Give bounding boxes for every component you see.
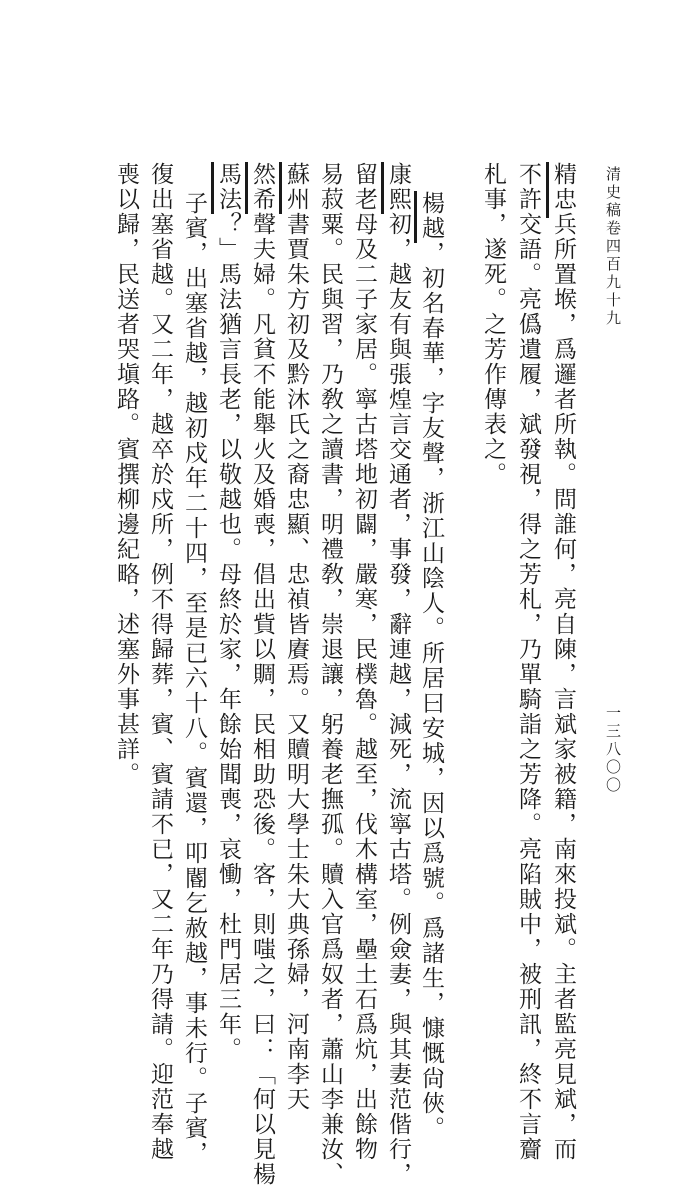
text-column-11: 子賓，出塞省越，越初戍年二十四，至是已六十八。賓還，叩閽乞赦越，事未行。子賓， [181, 191, 207, 1166]
name-mark [414, 191, 417, 243]
name-mark [211, 162, 214, 214]
text-column-2: 不許交語。亮僞遺履，斌發視，得之芳札，乃單騎詣之芳降。亮陷賊中，被刑訊，終不言齎 [515, 162, 541, 1162]
text-column-10: 馬法？」馬法猶言長老，以敬越也。母終於家，年餘始聞喪，哀慟，杜門居三年。 [215, 162, 241, 1062]
text-column-3: 札事，遂死。之芳作傳表之。 [480, 162, 506, 487]
text-column-12: 復出塞省越。又二年，越卒於戍所，例不得歸葬，賓、賓請不已，又二年乃得請。迎范奉越 [147, 162, 173, 1162]
text-column-4: 楊越，初名春華，字友聲，浙江山陰人。所居曰安城，因以爲號。爲諸生，慷慨尙俠。 [418, 191, 444, 1141]
name-mark [279, 162, 282, 214]
page-number: 一三八〇〇 [604, 705, 622, 795]
name-mark [546, 162, 549, 218]
name-mark [381, 162, 384, 214]
text-column-5: 康熙初，越友有與張煌言交通者，事發，辭連越，減死，流寧古塔。例僉妻，與其妻范偕行， [385, 162, 411, 1187]
text-column-13: 喪以歸，民送者哭塡路。賓撰柳邊紀略，述塞外事甚詳。 [113, 162, 139, 787]
name-mark [245, 162, 248, 214]
text-column-1: 精忠兵所置堠，爲邏者所執。問誰何，亮自陳，言斌家被籍，南來投斌。主者監亮見斌，而 [550, 162, 576, 1162]
text-column-7: 易菽粟。民與習，乃敎之讀書，明禮敎，崇退讓，躬養老撫孤。贖入官爲奴者，蕭山李兼汝、 [317, 162, 343, 1187]
text-column-9: 然希聲夫婦。凡貧不能舉火及婚喪，倡出貲以賙，民相助恐後。客，則嗤之，曰：「何以見楊 [249, 162, 275, 1187]
text-column-6: 留老母及二子家居。寧古塔地初闢，嚴寒，民樸魯。越至，伐木構室，壘土石爲炕，出餘物 [351, 162, 377, 1162]
text-column-8: 蘇州書賈朱方初及黔沐氏之裔忠顯、忠禎皆賡焉。又贖明大學士朱大典孫婦，河南李天 [283, 162, 309, 1112]
book-title: 清史稿卷四百九十九 [604, 166, 622, 328]
